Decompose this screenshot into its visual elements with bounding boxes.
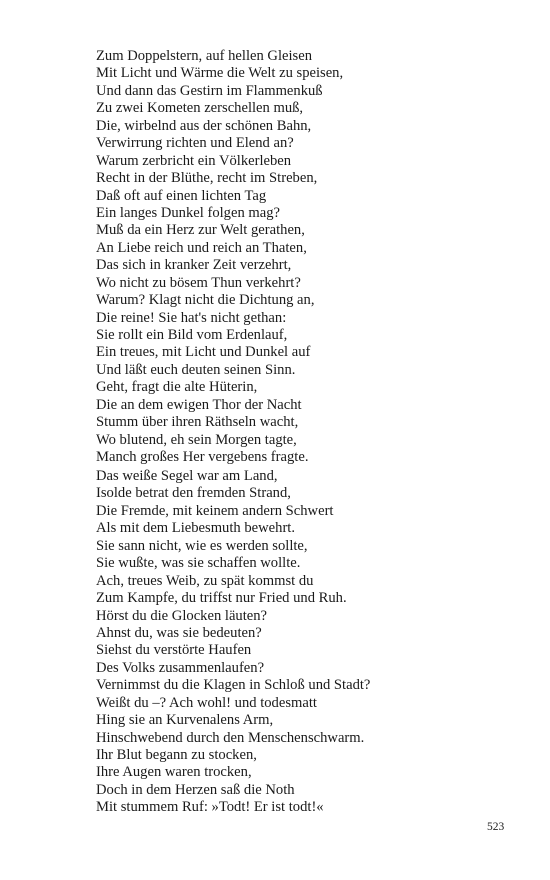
verse-line: Die reine! Sie hat's nicht gethan: bbox=[96, 309, 287, 326]
verse-line: An Liebe reich und reich an Thaten, bbox=[96, 239, 307, 256]
verse-line: Hing sie an Kurvenalens Arm, bbox=[96, 712, 274, 729]
verse-line: Hörst du die Glocken läuten? bbox=[96, 607, 268, 624]
verse-line: Stumm über ihren Räthseln wacht, bbox=[96, 414, 299, 431]
verse-line: Ein treues, mit Licht und Dunkel auf bbox=[96, 344, 311, 361]
verse-line: Warum zerbricht ein Völkerleben bbox=[96, 152, 292, 169]
verse-line: Wo blutend, eh sein Morgen tagte, bbox=[96, 431, 297, 448]
verse-line: Des Volks zusammenlaufen? bbox=[96, 659, 265, 676]
verse-line: Ahnst du, was sie bedeuten? bbox=[96, 624, 262, 641]
verse-line: Das sich in kranker Zeit verzehrt, bbox=[96, 257, 292, 274]
verse-line: Doch in dem Herzen saß die Noth bbox=[96, 781, 295, 798]
verse-line: Verwirrung richten und Elend an? bbox=[96, 135, 294, 152]
verse-line: Recht in der Blüthe, recht im Streben, bbox=[96, 170, 318, 187]
verse-line: Wo nicht zu bösem Thun verkehrt? bbox=[96, 274, 301, 291]
verse-line: Zum Doppelstern, auf hellen Gleisen bbox=[96, 48, 313, 64]
verse-line: Zum Kampfe, du triffst nur Fried und Ruh. bbox=[96, 590, 347, 607]
verse-line: Mit stummem Ruf: »Todt! Er ist todt!« bbox=[96, 799, 324, 816]
verse-line: Siehst du verstörte Haufen bbox=[96, 642, 252, 659]
verse-line: Als mit dem Liebesmuth bewehrt. bbox=[96, 520, 296, 537]
verse-line: Manch großes Her vergebens fragte. bbox=[96, 449, 309, 466]
verse-line: Mit Licht und Wärme die Welt zu speisen, bbox=[96, 65, 344, 82]
verse-line: Ach, treues Weib, zu spät kommst du bbox=[96, 572, 314, 589]
poem-stanza-1 bbox=[96, 48, 343, 467]
verse-line: Ein langes Dunkel folgen mag? bbox=[96, 204, 280, 221]
verse-line: Isolde betrat den fremden Strand, bbox=[96, 485, 291, 502]
verse-line: Sie wußte, was sie schaffen wollte. bbox=[96, 555, 301, 572]
verse-line: Und läßt euch deuten seinen Sinn. bbox=[96, 361, 296, 378]
verse-line: Die Fremde, mit keinem andern Schwert bbox=[96, 502, 334, 519]
verse-line: Vernimmst du die Klagen in Schloß und Stadt? bbox=[96, 677, 371, 694]
verse-line: Daß oft auf einen lichten Tag bbox=[96, 187, 267, 204]
verse-line: Sie sann nicht, wie es werden sollte, bbox=[96, 537, 308, 554]
verse-line: Die, wirbelnd aus der schönen Bahn, bbox=[96, 117, 312, 134]
verse-line: Ihre Augen waren trocken, bbox=[96, 764, 252, 781]
verse-line: Ihr Blut begann zu stocken, bbox=[96, 747, 257, 763]
verse-line: Das weiße Segel war am Land, bbox=[96, 468, 278, 484]
verse-line: Weißt du –? Ach wohl! und todesmatt bbox=[96, 694, 317, 711]
verse-line: Geht, fragt die alte Hüterin, bbox=[96, 379, 258, 396]
verse-line: Sie rollt ein Bild vom Erdenlauf, bbox=[96, 327, 288, 343]
verse-line: Muß da ein Herz zur Welt gerathen, bbox=[96, 222, 305, 239]
verse-line: Und dann das Gestirn im Flammenkuß bbox=[96, 82, 323, 99]
poem-stanza-2 bbox=[96, 468, 370, 817]
verse-line: Warum? Klagt nicht die Dichtung an, bbox=[96, 292, 315, 309]
verse-line: Hinschwebend durch den Menschenschwarm. bbox=[96, 729, 365, 746]
verse-line: Zu zwei Kometen zerschellen muß, bbox=[96, 100, 304, 117]
page-number: 523 bbox=[487, 821, 505, 833]
verse-line: Die an dem ewigen Thor der Nacht bbox=[96, 396, 302, 413]
